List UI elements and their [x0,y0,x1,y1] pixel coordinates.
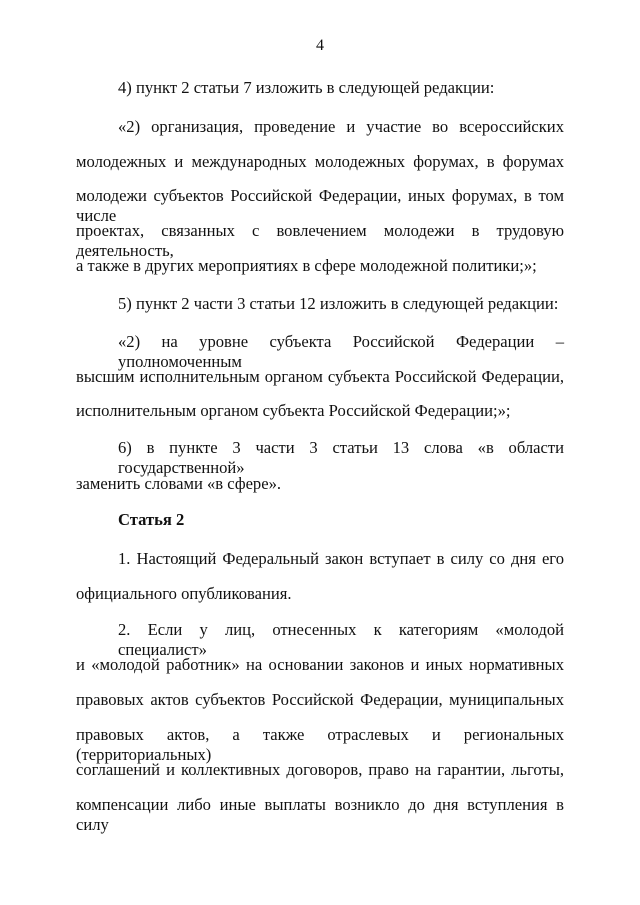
paragraph-line: 2. Если у лиц, отнесенных к категориям «молодой специалист» [118,620,564,659]
paragraph-line: «2) организация, проведение и участие во всероссийских [118,117,564,136]
paragraph-line: правовых актов, а также отраслевых и региональных (территориальных) [76,725,564,764]
paragraph-line: молодежи субъектов Российской Федерации, иных форумах, в том числе [76,186,564,225]
paragraph-line: исполнительным органом субъекта Российской Федерации;»; [76,401,511,420]
page-number: 4 [316,37,324,54]
paragraph-line: соглашений и коллективных договоров, право на гарантии, льготы, [76,760,564,779]
paragraph-line: 4) пункт 2 статьи 7 изложить в следующей редакции: [118,78,495,97]
paragraph-line: молодежных и международных молодежных форумах, в форумах [76,152,564,171]
paragraph-line: компенсации либо иные выплаты возникло до дня вступления в силу [76,795,564,834]
paragraph-line: «2) на уровне субъекта Российской Федерации – уполномоченным [118,332,564,371]
paragraph-line: проектах, связанных с вовлечением молодежи в трудовую деятельность, [76,221,564,260]
paragraph-line: 1. Настоящий Федеральный закон вступает в силу со дня его [118,549,564,568]
paragraph-line: а также в других мероприятиях в сфере молодежной политики;»; [76,256,537,275]
paragraph-line: заменить словами «в сфере». [76,474,282,493]
paragraph-line: 6) в пункте 3 части 3 статьи 13 слова «в области государственной» [118,438,564,477]
paragraph-line: официального опубликования. [76,584,292,603]
paragraph-line: и «молодой работник» на основании законов и иных нормативных [76,655,564,674]
article-heading: Статья 2 [118,510,185,529]
paragraph-line: 5) пункт 2 части 3 статьи 12 изложить в следующей редакции: [118,294,559,313]
paragraph-line: высшим исполнительным органом субъекта Российской Федерации, [76,367,564,386]
paragraph-line: правовых актов субъектов Российской Федерации, муниципальных [76,690,564,709]
